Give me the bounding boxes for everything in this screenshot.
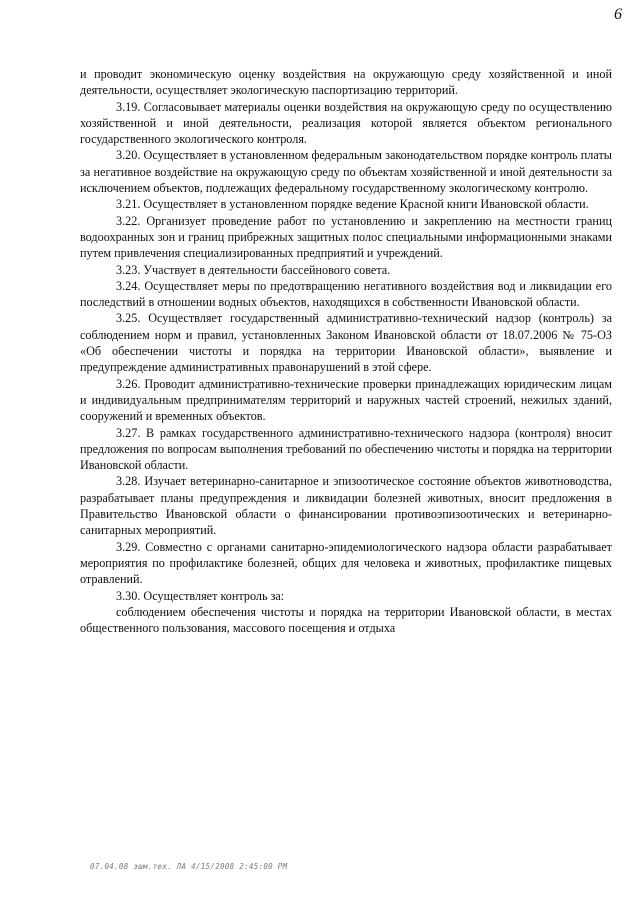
- paragraph-3-30: 3.30. Осуществляет контроль за:: [116, 588, 285, 603]
- paragraph-3-25: 3.25. Осуществляет государственный административно-технический надзор (контроль) за соблюдением норм и правил, установленных Законом Ивановской области от 18.07.2006 № 75-ОЗ «Об обеспечении чистоты и порядка на территории Ивановской области», выявление и предупреждение административных правонарушений в этой сфере.: [80, 311, 612, 375]
- paragraph-3-28: 3.28. Изучает ветеринарно-санитарное и эпизоотическое состояние объектов животноводства, разрабатывает планы предупреждения и ликвидации болезней животных, вносит предложения в Правительство Ивановской области о финансировании противоэпизоотических и ветеринарно-санитарных мероприятий.: [80, 474, 612, 538]
- paragraph-3-23: 3.23. Участвует в деятельности бассейнового совета.: [116, 262, 391, 277]
- paragraph-3-30-item: соблюдением обеспечения чистоты и порядка на территории Ивановской области, в местах общественного пользования, массового посещения и отдыха: [80, 604, 612, 636]
- paragraph-3-27: 3.27. В рамках государственного административно-технического надзора (контроля) вносит предложения по вопросам выполнения требований по обеспечению чистоты и порядка на территории Ивановской области.: [80, 425, 612, 473]
- paragraph-continuation: и проводит экономическую оценку воздействия на окружающую среду хозяйственной и иной деятельности, осуществляет экологическую паспортизацию территорий.: [80, 67, 612, 98]
- paragraph-3-19: 3.19. Согласовывает материалы оценки воздействия на окружающую среду по осуществлению хозяйственной и иной деятельности, реализация которой является объектом регионального государственного экологического контроля.: [80, 99, 612, 147]
- page-number: 6: [614, 6, 622, 23]
- paragraph-3-24: 3.24. Осуществляет меры по предотвращению негативного воздействия вод и ликвидации его последствий в отношении водных объектов, находящихся в собственности Ивановской области.: [80, 278, 612, 310]
- document-body: [80, 66, 612, 636]
- paragraph-3-26: 3.26. Проводит административно-технические проверки принадлежащих юридическим лицам и индивидуальным предпринимателям территорий и наружных частей строений, нежилых зданий, сооружений и временных объектов.: [80, 376, 612, 424]
- paragraph-3-22: 3.22. Организует проведение работ по установлению и закреплению на местности границ водоохранных зон и границ прибрежных защитных полос специальными информационными знаками путем привлечения специализированных предприятий и учреждений.: [80, 213, 612, 261]
- paragraph-3-29: 3.29. Совместно с органами санитарно-эпидемиологического надзора области разрабатывает мероприятия по профилактике болезней, общих для человека и животных, профилактике пищевых отравлений.: [80, 539, 612, 587]
- paragraph-3-21: 3.21. Осуществляет в установленном порядке ведение Красной книги Ивановской области.: [116, 197, 589, 212]
- paragraph-3-20: 3.20. Осуществляет в установленном федеральным законодательством порядке контроль платы за негативное воздействие на окружающую среду по объектам хозяйственной и иной деятельности за исключением объектов, подлежащих федеральному государственному экологическому контролю.: [80, 148, 612, 196]
- document-footer: 07.04.08 эшм.тех. ЛА 4/15/2008 2:45:00 PM: [90, 862, 288, 871]
